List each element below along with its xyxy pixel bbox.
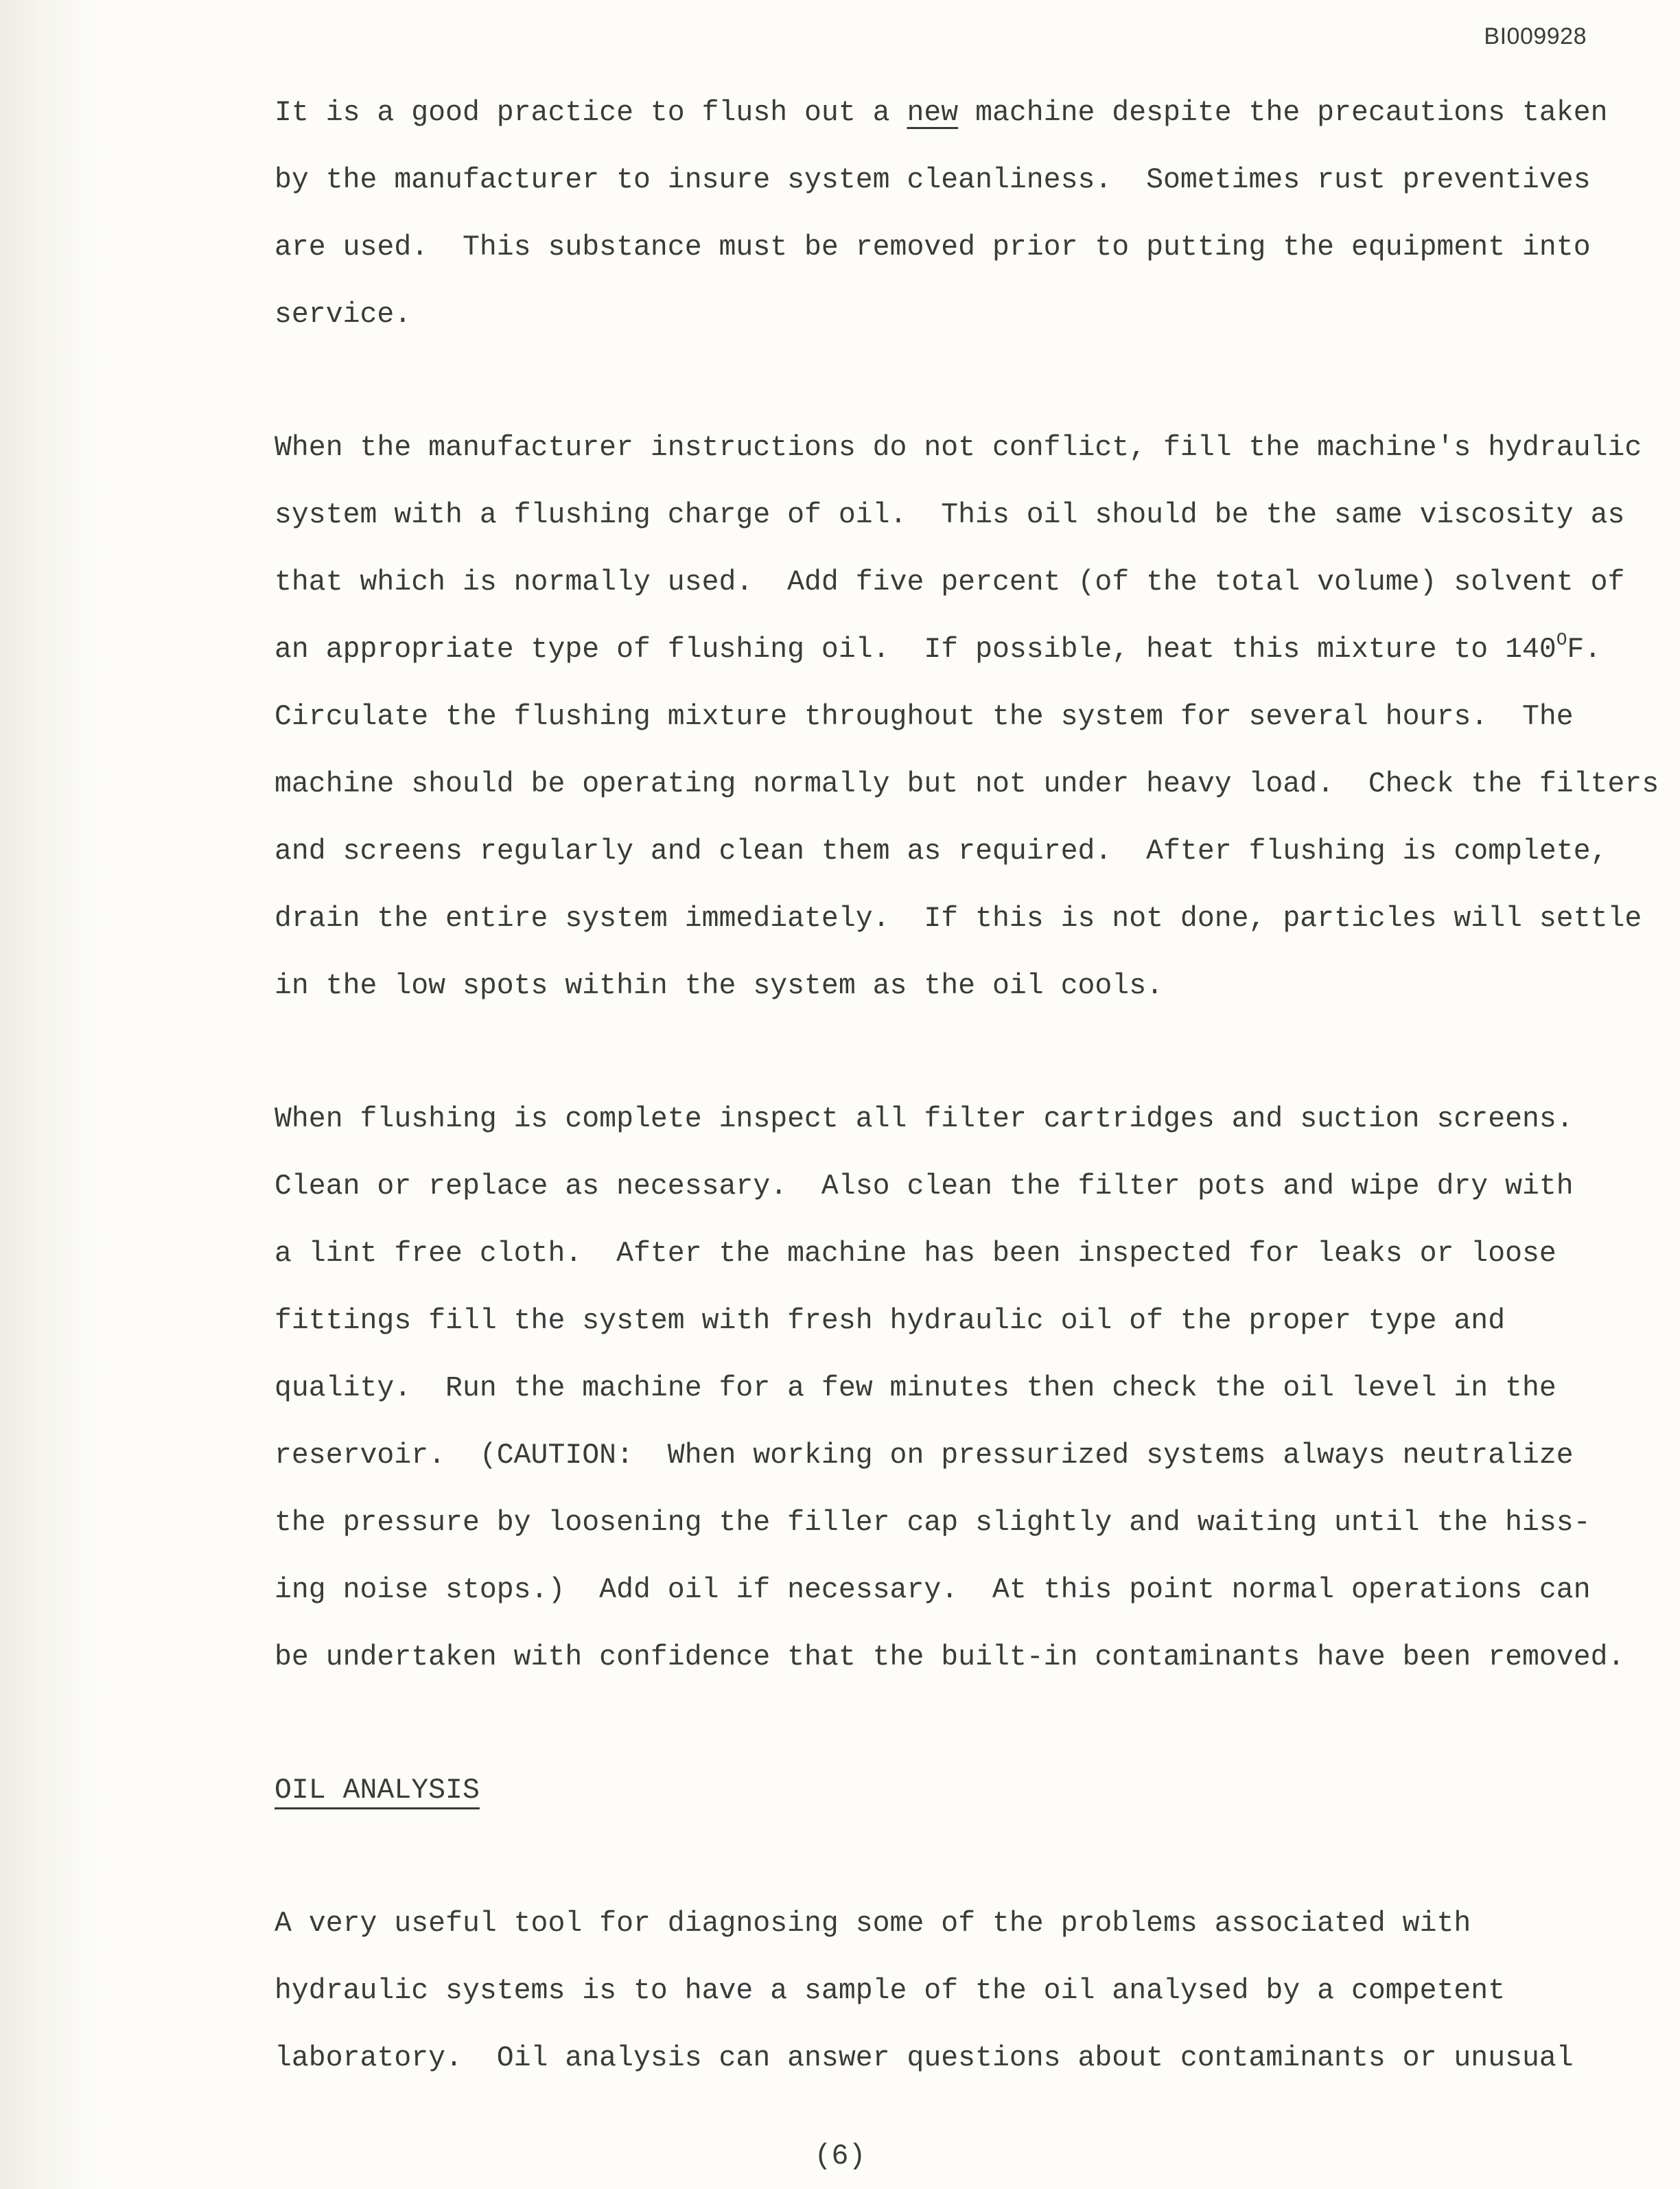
text-line: When the manufacturer instructions do not conflict, fill the machine's hydraulic — [275, 432, 1642, 464]
text-line: When flushing is complete inspect all filter cartridges and suction screens. — [275, 1103, 1574, 1135]
text-line: laboratory. Oil analysis can answer questions about contaminants or unusual — [275, 2042, 1574, 2074]
text-line-end: machine despite the precautions taken — [958, 97, 1608, 129]
text-line: a lint free cloth. After the machine has been inspected for leaks or loose — [275, 1238, 1556, 1270]
document-body — [275, 91, 1659, 2169]
text-line: quality. Run the machine for a few minutes then check the oil level in the — [275, 1372, 1556, 1404]
text-line: machine should be operating normally but not under heavy load. Check the filters — [275, 768, 1659, 800]
text-line: and screens regularly and clean them as required. After flushing is complete, — [275, 835, 1608, 868]
text-line: reservoir. (CAUTION: When working on pressurized systems always neutralize — [275, 1439, 1574, 1472]
text-line: fittings fill the system with fresh hydraulic oil of the proper type and — [275, 1305, 1506, 1337]
degree-superscript: O — [1556, 629, 1567, 650]
text-line: system with a flushing charge of oil. This oil should be the same viscosity as — [275, 499, 1625, 531]
document-id: BI009928 — [1484, 23, 1587, 49]
text-line: the pressure by loosening the filler cap slightly and waiting until the hiss- — [275, 1507, 1591, 1539]
paragraph-flushing-charge — [275, 426, 1659, 1031]
page-number: (6) — [814, 2140, 866, 2173]
text-line: ing noise stops.) Add oil if necessary. At this point normal operations can — [275, 1574, 1591, 1606]
section-heading-block — [275, 1768, 1647, 1835]
text-line: Clean or replace as necessary. Also clean the filter pots and wipe dry with — [275, 1170, 1574, 1203]
text-line — [275, 627, 1647, 695]
paragraph-inspection — [275, 1097, 1647, 1702]
text-line: that which is normally used. Add five percent (of the total volume) solvent of — [275, 566, 1625, 599]
text-line-start: an appropriate type of flushing oil. If possible, heat this mixture to 140 — [275, 634, 1556, 666]
text-line: are used. This substance must be removed prior to putting the equipment into — [275, 231, 1591, 264]
text-line-start: It is a good practice to flush out a — [275, 97, 907, 129]
text-line: be undertaken with confidence that the built-in contaminants have been removed. — [275, 1641, 1625, 1673]
text-line: service. — [275, 299, 412, 331]
text-line: A very useful tool for diagnosing some of the problems associated with — [275, 1908, 1471, 1940]
section-heading: OIL ANALYSIS — [275, 1774, 480, 1807]
text-line: drain the entire system immediately. If this is not done, particles will settle — [275, 903, 1642, 935]
text-line-end: F. — [1567, 634, 1602, 666]
text-line: by the manufacturer to insure system cleanliness. Sometimes rust preventives — [275, 164, 1591, 196]
text-line — [275, 91, 1647, 158]
text-line: in the low spots within the system as the oil cools. — [275, 970, 1164, 1002]
paragraph-flushing-new-machine — [275, 91, 1647, 360]
emphasis-new: new — [907, 97, 959, 129]
text-line: hydraulic systems is to have a sample of the oil analysed by a competent — [275, 1975, 1506, 2007]
paragraph-oil-analysis — [275, 1901, 1647, 2103]
scan-edge-shadow — [0, 0, 103, 2189]
text-line: Circulate the flushing mixture throughout the system for several hours. The — [275, 701, 1574, 733]
